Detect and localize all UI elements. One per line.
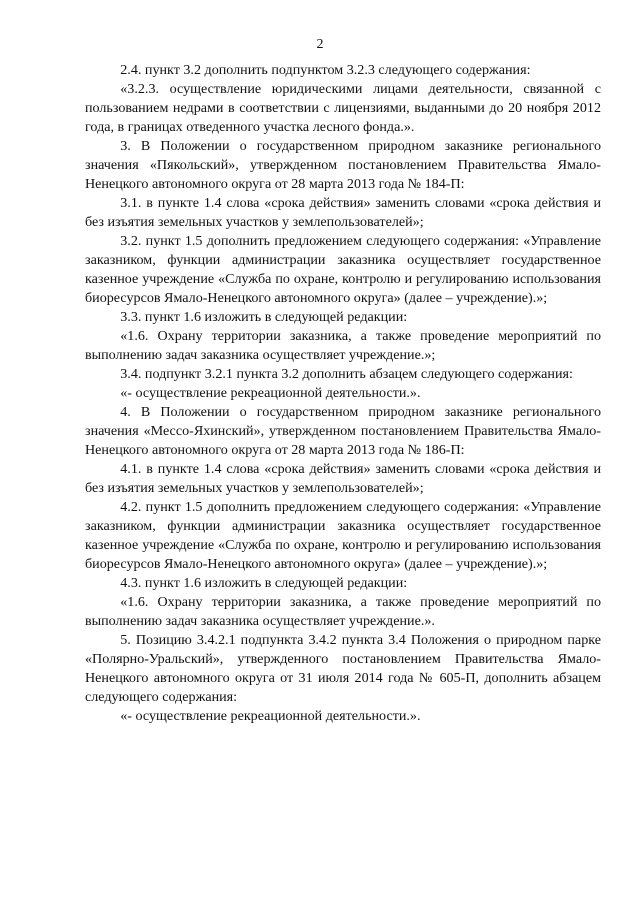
paragraph-1-6-quote: «1.6. Охрану территории заказника, а также проведение мероприятий по выполнению задач заказника осуществляет учреждение.»; <box>85 328 601 363</box>
paragraph-recreation-quote: «- осуществление рекреационной деятельности.». <box>120 385 421 401</box>
page-number: 2 <box>316 37 324 52</box>
paragraph-2-4: 2.4. пункт 3.2 дополнить подпунктом 3.2.3 следующего содержания: <box>120 62 531 78</box>
paragraph-5: 5. Позицию 3.4.2.1 подпункта 3.4.2 пункта 3.4 Положения о природном парке «Полярно-Уральский», утвержденного постановлением Правительства Ямало-Ненецкого автономного округа от 31 июля 2014 года № 605-П, дополнить абзацем следующего содержания: <box>85 632 601 705</box>
paragraph-1-6-quote-2: «1.6. Охрану территории заказника, а также проведение мероприятий по выполнению задач заказника осуществляет учреждение.». <box>85 594 601 629</box>
paragraph-3-1: 3.1. в пункте 1.4 слова «срока действия» заменить словами «срока действия и без изъятия земельных участков у землепользователей»; <box>85 195 601 230</box>
paragraph-3-4: 3.4. подпункт 3.2.1 пункта 3.2 дополнить абзацем следующего содержания: <box>120 366 573 382</box>
paragraph-3-2-3-quote: «3.2.3. осуществление юридическими лицами деятельности, связанной с пользованием недрами в соответствии с лицензиями, выданными до 20 ноября 2012 года, в границах отведенного участка лесного фонда.». <box>85 81 601 135</box>
paragraph-4-2: 4.2. пункт 1.5 дополнить предложением следующего содержания: «Управление заказником, функции администрации заказника осуществляет государственное казенное учреждение «Служба по охране, контролю и регулированию использования биоресурсов Ямало-Ненецкого автономного округа» (далее – учреждение).»; <box>85 499 601 572</box>
paragraph-4-3: 4.3. пункт 1.6 изложить в следующей редакции: <box>120 575 408 591</box>
paragraph-4-1: 4.1. в пункте 1.4 слова «срока действия» заменить словами «срока действия и без изъятия земельных участков у землепользователей»; <box>85 461 601 496</box>
paragraph-3: 3. В Положении о государственном природном заказнике регионального значения «Пякольский», утвержденном постановлением Правительства Ямало-Ненецкого автономного округа от 28 марта 2013 года № 184-П: <box>85 138 601 192</box>
paragraph-3-3: 3.3. пункт 1.6 изложить в следующей редакции: <box>120 309 408 325</box>
paragraph-recreation-quote-2: «- осуществление рекреационной деятельности.». <box>120 708 421 724</box>
paragraph-4: 4. В Положении о государственном природном заказнике регионального значения «Мессо-Яхинский», утвержденном постановлением Правительства Ямало-Ненецкого автономного округа от 28 марта 2013 года № 186-П: <box>85 404 601 458</box>
paragraph-3-2: 3.2. пункт 1.5 дополнить предложением следующего содержания: «Управление заказником, функции администрации заказника осуществляет государственное казенное учреждение «Служба по охране, контролю и регулированию использования биоресурсов Ямало-Ненецкого автономного округа» (далее – учреждение).»; <box>85 233 601 306</box>
document-body <box>85 61 601 726</box>
